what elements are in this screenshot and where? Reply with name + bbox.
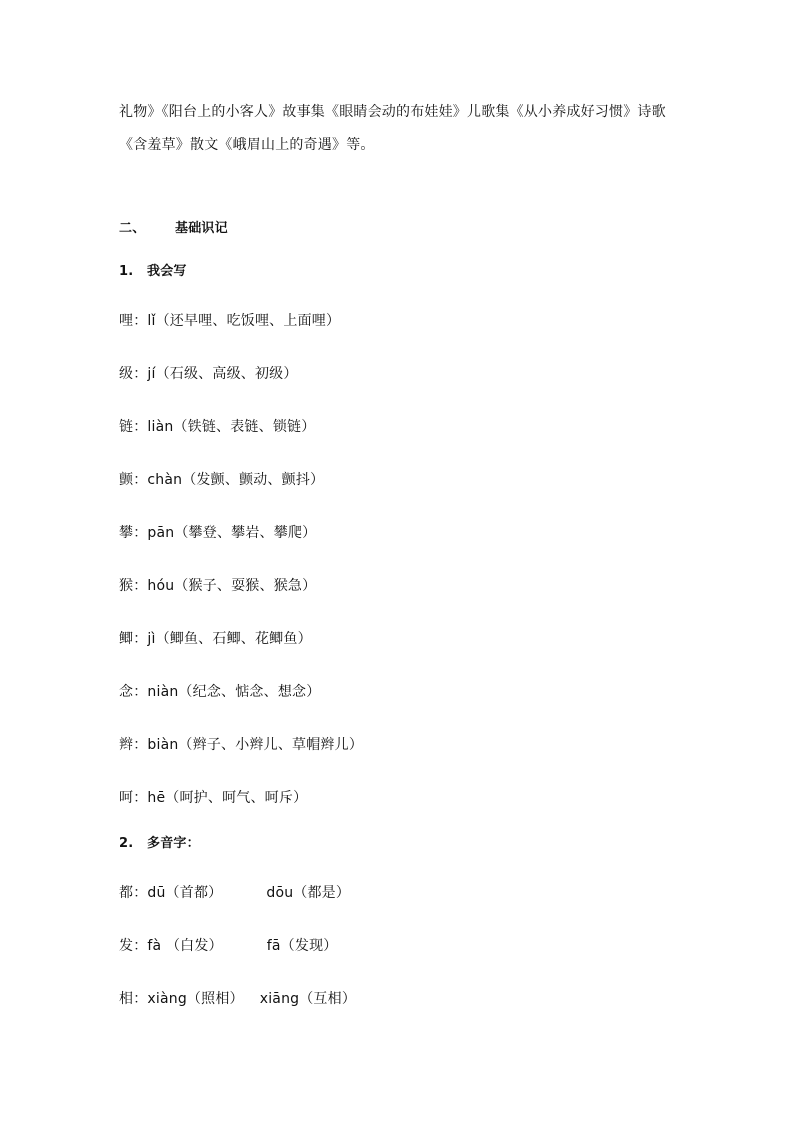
section-heading: [119, 219, 228, 239]
word-item-he: 呵：hē（呵护、呵气、呵斥）: [119, 790, 308, 806]
polyphone-row-du: [119, 883, 350, 903]
word-item-nian: 念：niàn（纪念、惦念、想念）: [119, 684, 321, 700]
intro-line-2: 《含羞草》散文《峨眉山上的奇遇》等。: [119, 137, 375, 153]
part2-title: 多音字：: [147, 836, 200, 851]
polyphone-reading-b: dōu（都是）: [266, 885, 351, 901]
word-item-bian: 辫：biàn（辫子、小辫儿、草帽辫儿）: [119, 737, 364, 753]
word-item-lian: 链：liàn（铁链、表链、锁链）: [119, 419, 316, 435]
word-item-li: 哩：lǐ（还早哩、吃饭哩、上面哩）: [119, 313, 341, 329]
polyphone-reading-b: xiāng（互相）: [259, 991, 357, 1007]
word-item-ji: 级：jí（石级、高级、初级）: [119, 366, 298, 382]
polyphone-reading-a: 相：xiàng（照相）: [119, 991, 244, 1007]
part1-number: 1.: [119, 264, 134, 279]
part2-number: 2.: [119, 836, 134, 851]
word-item-chan: 颤：chàn（发颤、颤动、颤抖）: [119, 472, 325, 488]
section-title: 基础识记: [175, 221, 228, 236]
polyphone-reading-a: 发：fà （白发）: [119, 938, 223, 954]
word-item-pan: 攀：pān（攀登、攀岩、攀爬）: [119, 525, 317, 541]
word-item-ji2: 鲫：jì（鲫鱼、石鲫、花鲫鱼）: [119, 631, 312, 647]
section-number: 二、: [119, 221, 146, 236]
intro-line-1: 礼物》《阳台上的小客人》故事集《眼睛会动的布娃娃》儿歌集《从小养成好习惯》诗歌: [119, 104, 666, 120]
word-item-hou: 猴：hóu（猴子、耍猴、猴急）: [119, 578, 317, 594]
polyphone-row-fa: [119, 936, 337, 956]
polyphone-reading-a: 都：dū（首都）: [119, 885, 223, 901]
polyphone-row-xiang: [119, 989, 356, 1009]
part1-heading: [119, 262, 187, 282]
part2-heading: [119, 834, 200, 854]
part1-title: 我会写: [147, 264, 187, 279]
polyphone-reading-b: fā（发现）: [266, 938, 338, 954]
